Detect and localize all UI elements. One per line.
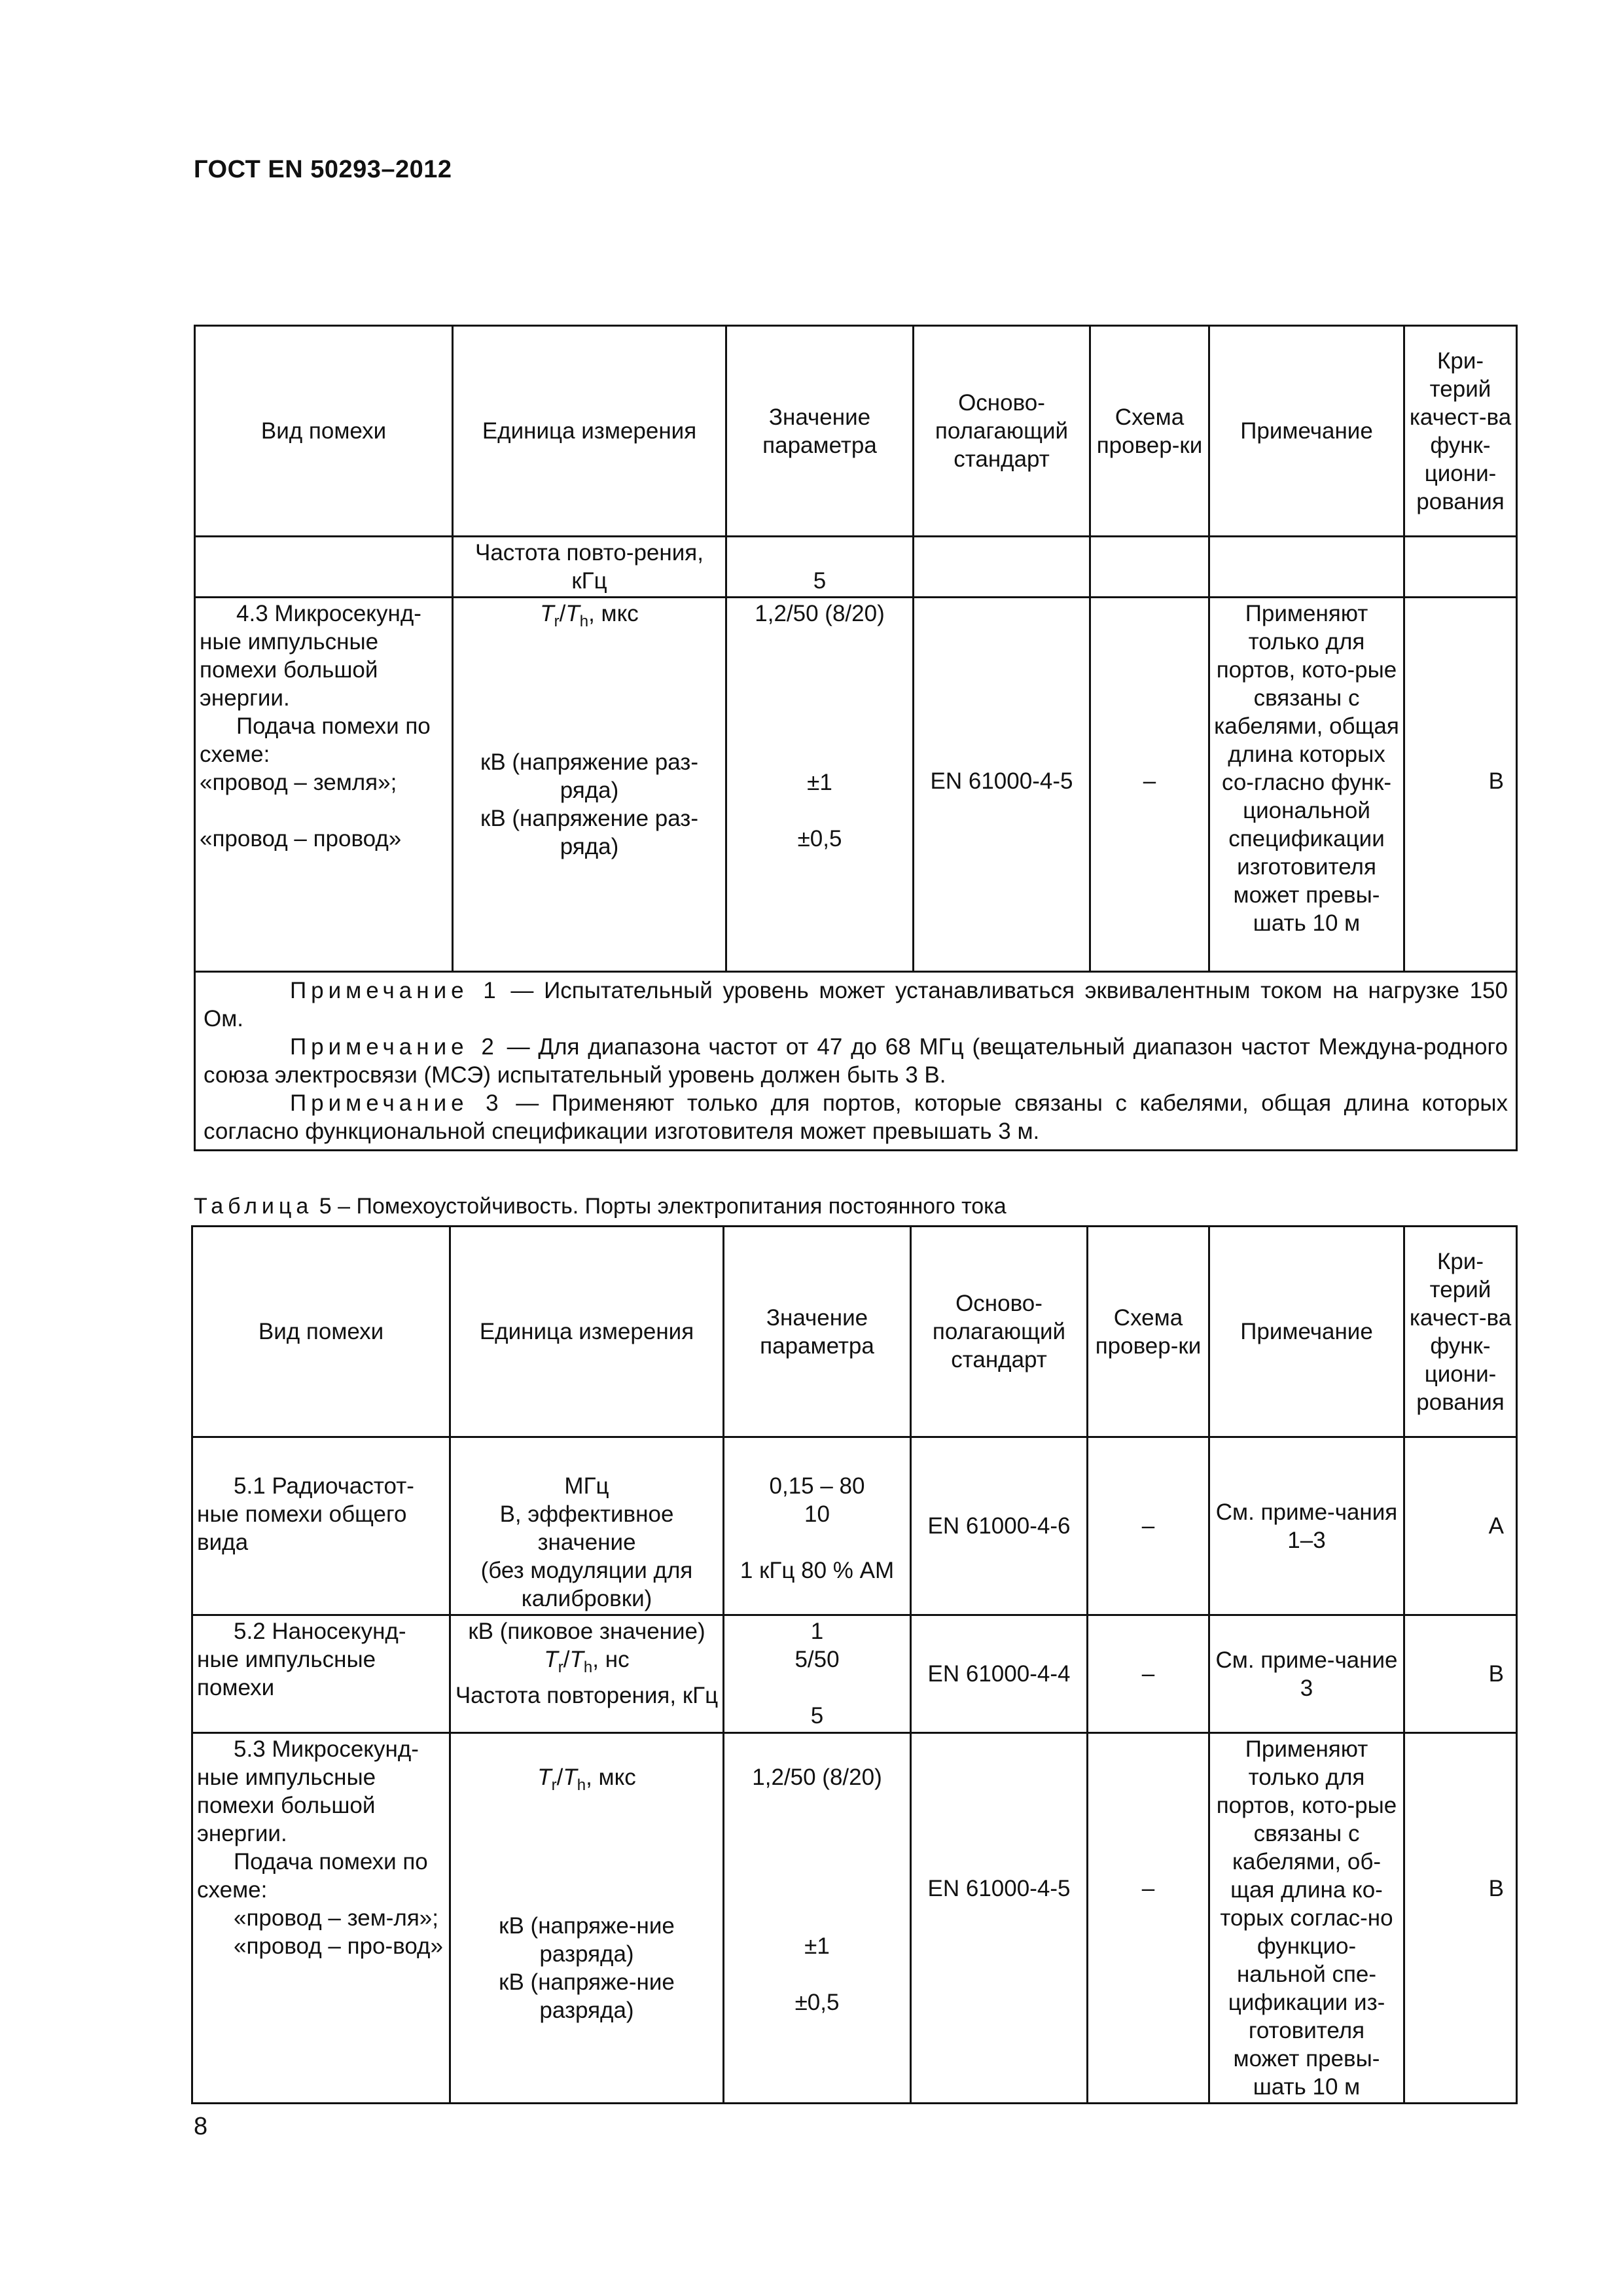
kind-text: 5.3 Микросекунд-ные импульсные помехи большой энергии. bbox=[197, 1736, 419, 1846]
kind-text: Подача помехи по схеме: bbox=[200, 713, 431, 767]
value-text: ±1 bbox=[807, 770, 832, 795]
value-text: 1,2/50 (8/20) bbox=[752, 1765, 882, 1790]
page-number: 8 bbox=[194, 2113, 208, 2140]
table-row bbox=[195, 598, 1517, 972]
value-text: ±0,5 bbox=[797, 826, 842, 852]
kind-text: 4.3 Микросекунд-ные импульсные помехи большой энергии. bbox=[200, 601, 421, 711]
cell-kind: 5.2 Наносекунд-ные импульсные помехи bbox=[192, 1615, 450, 1733]
cell-value bbox=[724, 1437, 911, 1615]
col-criterion-header: Кри-терий качест-ва функ-циони-рования bbox=[1404, 1227, 1517, 1437]
value-text: 5/50 bbox=[794, 1647, 840, 1672]
cell-standard: EN 61000-4-4 bbox=[911, 1615, 1088, 1733]
cell-note: Применяют только для портов, кото-рые связаны с кабелями, общая длина которых со-гласно функ-циональной спецификации изготовителя может превы-шать 10 м bbox=[1209, 598, 1404, 972]
col-standard-header: Осново-полагающий стандарт bbox=[911, 1227, 1088, 1437]
table-row bbox=[192, 1615, 1517, 1733]
cell-criterion bbox=[1404, 537, 1517, 598]
col-unit-header: Единица измерения bbox=[450, 1227, 724, 1437]
col-note-header: Примечание bbox=[1209, 1227, 1404, 1437]
unit-text: Частота повторения, кГц bbox=[455, 1683, 719, 1708]
table-row bbox=[195, 537, 1517, 598]
unit-text: кВ (напряжение раз-ряда) bbox=[480, 806, 698, 859]
unit-text: (без модуляции для калибровки) bbox=[480, 1558, 693, 1611]
value-text: 1,2/50 (8/20) bbox=[755, 601, 885, 626]
kind-text: «провод – земля»; bbox=[200, 770, 397, 795]
cell-criterion: A bbox=[1404, 1437, 1517, 1615]
col-unit-header: Единица измерения bbox=[453, 326, 726, 537]
col-criterion-header: Кри-терий качест-ва функ-циони-рования bbox=[1404, 326, 1517, 537]
cell-standard: EN 61000-4-5 bbox=[911, 1733, 1088, 2104]
unit-text: кВ (напряже-ние разряда) bbox=[499, 1969, 675, 2023]
note-1: Примечание 1 — Испытательный уровень может устанавливаться эквивалентным током на нагрузке 150 Ом. bbox=[204, 978, 1508, 1031]
col-kind-header: Вид помехи bbox=[192, 1227, 450, 1437]
kind-text: «провод – про-вод» bbox=[234, 1933, 443, 1959]
document-header: ГОСТ EN 50293–2012 bbox=[194, 156, 452, 183]
cell-kind: 5.1 Радиочастот-ные помехи общего вида bbox=[192, 1437, 450, 1615]
table-header-row bbox=[192, 1227, 1517, 1437]
table-5 bbox=[191, 1225, 1518, 2104]
cell-unit bbox=[453, 598, 726, 972]
table-row bbox=[192, 1733, 1517, 2104]
cell-criterion: B bbox=[1404, 1615, 1517, 1733]
cell-value bbox=[724, 1733, 911, 2104]
unit-text: кВ (напряже-ние разряда) bbox=[499, 1913, 675, 1967]
cell-unit bbox=[450, 1615, 724, 1733]
cell-unit bbox=[450, 1437, 724, 1615]
value-text: 1 кГц 80 % АМ bbox=[740, 1558, 895, 1583]
cell-value: 5 bbox=[726, 537, 914, 598]
cell-note bbox=[1209, 537, 1404, 598]
cell-scheme: – bbox=[1088, 1615, 1209, 1733]
cell-kind bbox=[195, 598, 453, 972]
value-text: ±1 bbox=[804, 1933, 830, 1959]
cell-standard: EN 61000-4-5 bbox=[914, 598, 1090, 972]
cell-scheme: – bbox=[1088, 1733, 1209, 2104]
table-header-row bbox=[195, 326, 1517, 537]
cell-criterion: B bbox=[1404, 598, 1517, 972]
table-row bbox=[192, 1437, 1517, 1615]
cell-standard: EN 61000-4-6 bbox=[911, 1437, 1088, 1615]
cell-scheme: – bbox=[1088, 1437, 1209, 1615]
col-note-header: Примечание bbox=[1209, 326, 1404, 537]
cell-kind bbox=[192, 1733, 450, 2104]
value-text: ±0,5 bbox=[794, 1990, 840, 2015]
cell-kind bbox=[195, 537, 453, 598]
col-scheme-header: Схема провер-ки bbox=[1090, 326, 1209, 537]
unit-text: В, эффективное значение bbox=[499, 1501, 674, 1555]
value-text: 5 bbox=[810, 1703, 824, 1729]
value-text: 0,15 – 80 bbox=[769, 1473, 865, 1499]
cell-unit bbox=[450, 1733, 724, 2104]
col-value-header: Значение параметра bbox=[726, 326, 914, 537]
kind-text: «провод – провод» bbox=[200, 826, 402, 852]
table-5-caption: Таблица 5 – Помехоустойчивость. Порты электропитания постоянного тока bbox=[194, 1194, 1007, 1219]
cell-criterion: B bbox=[1404, 1733, 1517, 2104]
cell-standard bbox=[914, 537, 1090, 598]
kind-text: «провод – зем-ля»; bbox=[234, 1905, 438, 1931]
cell-value bbox=[726, 598, 914, 972]
cell-note: См. приме-чания 1–3 bbox=[1209, 1437, 1404, 1615]
cell-unit: Частота повто-рения, кГц bbox=[453, 537, 726, 598]
value-text: 1 bbox=[810, 1619, 824, 1644]
cell-scheme: – bbox=[1090, 598, 1209, 972]
cell-note: Применяют только для портов, кото-рые связаны с кабелями, об-щая длина ко-торых соглас-но функцио-нальной спе-цификации из-готовителя может превы-шать 10 м bbox=[1209, 1733, 1404, 2104]
note-3: Примечание 3 — Применяют только для портов, которые связаны с кабелями, общая длина которых согласно функциональной спецификации изготовителя может превышать 3 м. bbox=[204, 1090, 1508, 1144]
value-text: 10 bbox=[804, 1501, 830, 1527]
cell-scheme bbox=[1090, 537, 1209, 598]
notes-row bbox=[195, 972, 1517, 1151]
unit-text: $T_r/T_h$, мкс bbox=[537, 1765, 636, 1794]
cell-value bbox=[724, 1615, 911, 1733]
note-2: Примечание 2 — Для диапазона частот от 47 до 68 МГц (вещательный диапазон частот Междуна-родного союза электросвязи (МСЭ) испытательный уровень должен быть 3 В. bbox=[204, 1034, 1508, 1088]
col-scheme-header: Схема провер-ки bbox=[1088, 1227, 1209, 1437]
cell-note: См. приме-чание 3 bbox=[1209, 1615, 1404, 1733]
unit-text: $T_r/T_h$, мкс bbox=[540, 601, 639, 630]
unit-text: МГц bbox=[564, 1473, 609, 1499]
col-standard-header: Осново-полагающий стандарт bbox=[914, 326, 1090, 537]
unit-text: кВ (напряжение раз-ряда) bbox=[480, 749, 698, 803]
unit-text: $T_r/T_h$, нс bbox=[544, 1647, 630, 1676]
table-4-continuation bbox=[194, 325, 1518, 1151]
unit-text: кВ (пиковое значение) bbox=[468, 1619, 705, 1644]
col-value-header: Значение параметра bbox=[724, 1227, 911, 1437]
kind-text: Подача помехи по схеме: bbox=[197, 1849, 428, 1903]
notes-cell bbox=[195, 972, 1517, 1151]
col-kind-header: Вид помехи bbox=[195, 326, 453, 537]
